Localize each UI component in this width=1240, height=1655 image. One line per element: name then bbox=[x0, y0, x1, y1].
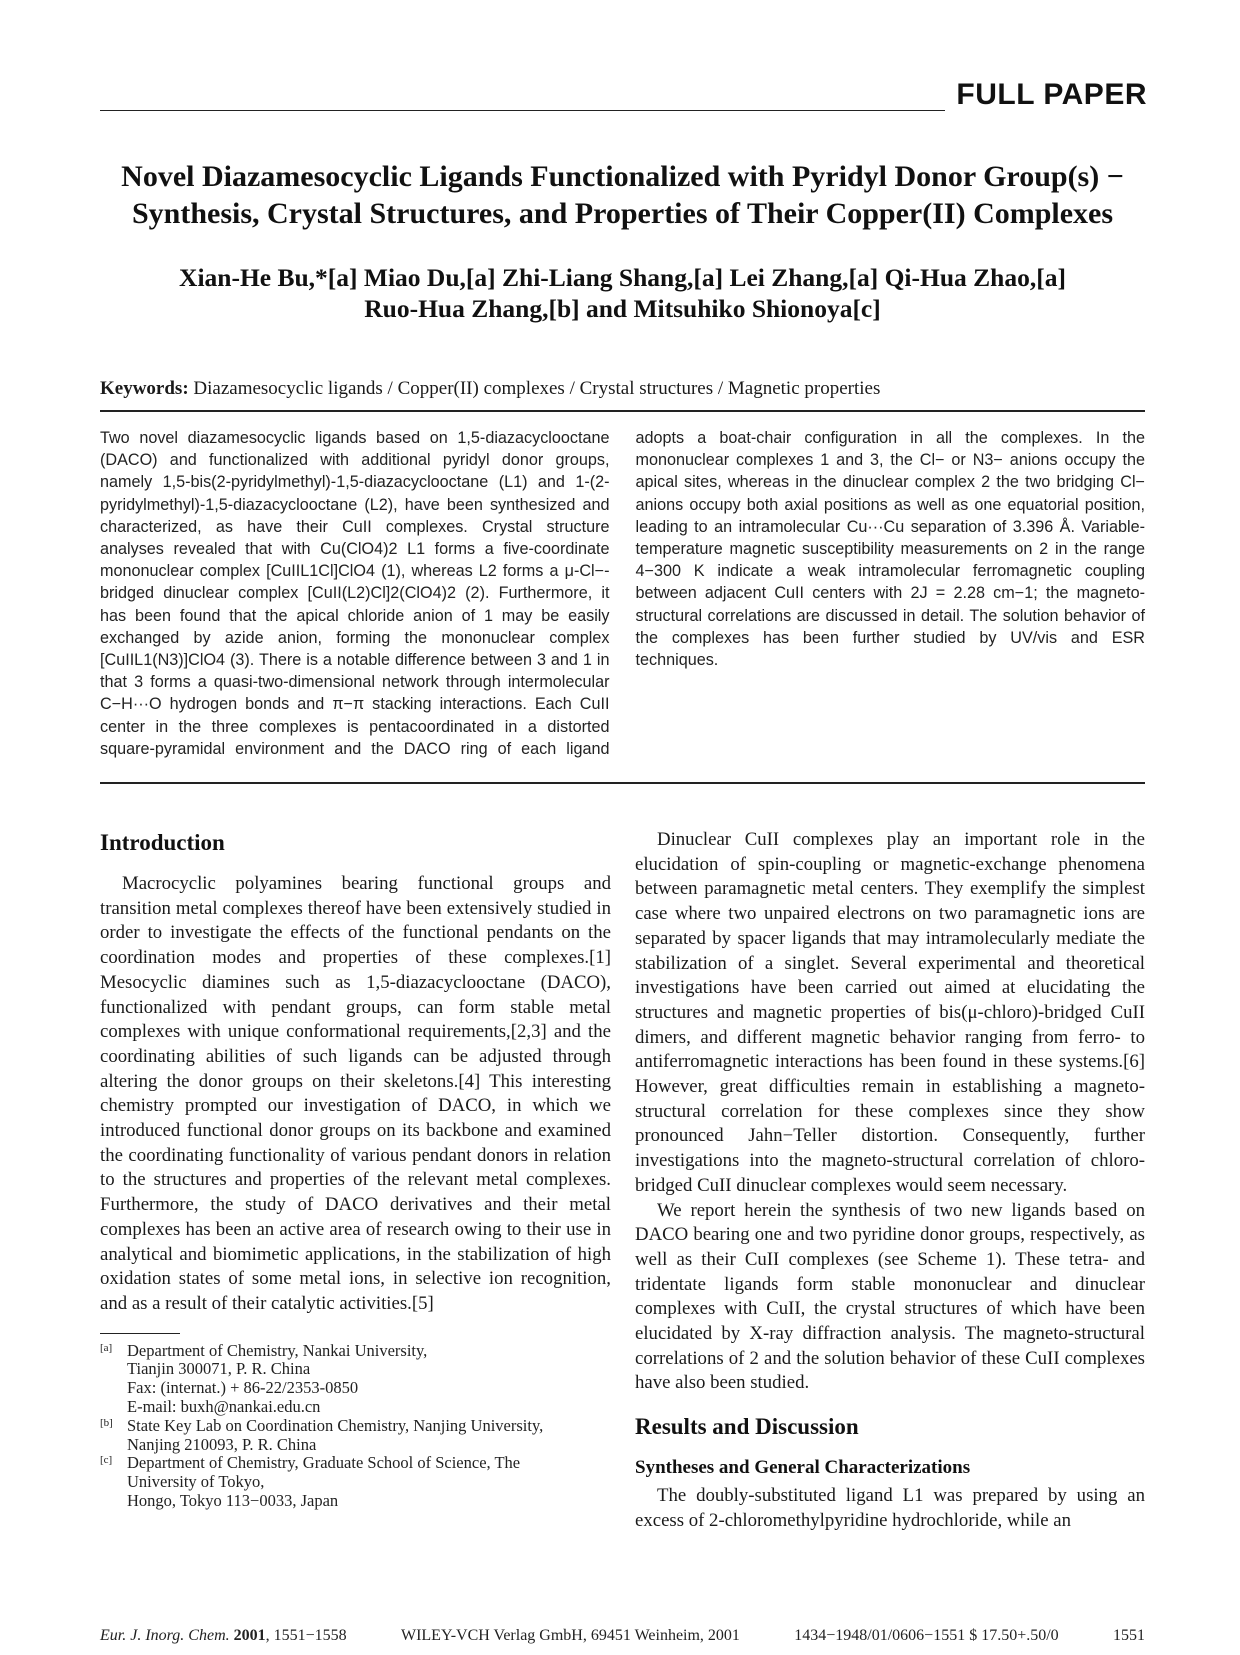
affiliations bbox=[100, 1342, 611, 1511]
introduction-paragraph-2: Dinuclear CuII complexes play an important role in the elucidation of spin-coupling or magnetic-exchange phenomena between paramagnetic metal centers. They exemplify the simplest case where two unpaired electrons on two paramagnetic ions are separated by spacer ligands that may intramolecularly mediate the stabilization of a singlet. Several experimental and theoretical investigations have been carried out aimed at elucidating the structures and magnetic properties of bis(μ-chloro)-bridged CuII dimers, and different magnetic behavior ranging from ferro- to antiferromagnetic interactions has been found in these systems.[6] However, great difficulties remain in establishing a magneto-structural correlation for these complexes since they show pronounced Jahn−Teller distortion. Consequently, further investigations into the magneto-structural correlation of chloro-bridged CuII dinuclear complexes would seem necessary. bbox=[635, 829, 1145, 1196]
issn: 1434−1948/01/0606−1551 $ 17.50+.50/0 bbox=[794, 1627, 1059, 1644]
results-paragraph-1: The doubly-substituted ligand L1 was prepared by using an excess of 2-chloromethylpyridine hydrochloride, while an bbox=[635, 1485, 1145, 1531]
title-line-2: Synthesis, Crystal Structures, and Properties of Their Copper(II) Complexes bbox=[131, 197, 1114, 230]
syntheses-subheading: Syntheses and General Characterizations bbox=[635, 1457, 971, 1479]
header-rule bbox=[100, 110, 945, 111]
introduction-paragraph-1: Macrocyclic polyamines bearing functional groups and transition metal complexes thereof have been extensively studied in order to investigate the effects of the functional pendants on the coordination modes and properties of these complexes.[1] Mesocyclic diamines such as 1,5-diazacyclooctane (DACO), functionalized with pendant groups, can form stable metal complexes with unique conformational requirements,[2,3] and the coordinating abilities of such ligands can be adjusted through altering the donor groups on their skeletons.[4] This interesting chemistry prompted our investigation of DACO, in which we introduced functional donor groups on its backbone and examined the coordinating functionality of various pendant donors in relation to the structures and properties of the relevant metal complexes. Furthermore, the study of DACO derivatives and their metal complexes has been an active area of research owing to their use in analytical and biomimetic applications, in the stabilization of high oxidation states of some metal ions, in selective ion recognition, and as a result of their catalytic activities.[5] bbox=[100, 873, 611, 1314]
section-label: FULL PAPER bbox=[956, 78, 1147, 111]
keywords-label: Keywords: bbox=[100, 378, 189, 399]
keywords bbox=[100, 377, 1145, 401]
page-number: 1551 bbox=[1112, 1627, 1145, 1644]
affiliation-a bbox=[100, 1342, 611, 1417]
journal-name: Eur. J. Inorg. Chem. bbox=[100, 1627, 230, 1644]
affiliation-marker: [b] bbox=[100, 1416, 113, 1429]
authors-line-2: Ruo-Hua Zhang,[b] and Mitsuhiko Shionoya[c] bbox=[364, 294, 881, 323]
affiliation-line: Hongo, Tokyo 113−0033, Japan bbox=[127, 1491, 339, 1511]
affiliation-line: Department of Chemistry, Graduate School of Science, The bbox=[127, 1453, 521, 1473]
abstract-top-rule bbox=[100, 410, 1145, 412]
affiliation-line: Tianjin 300071, P. R. China bbox=[127, 1359, 311, 1379]
email-text: E-mail: buxh@nankai.edu.cn bbox=[127, 1397, 321, 1417]
introduction-heading: Introduction bbox=[100, 830, 225, 855]
affiliation-marker: [a] bbox=[100, 1341, 113, 1354]
page-footer bbox=[100, 1626, 1145, 1646]
keywords-text: Diazamesocyclic ligands / Copper(II) complexes / Crystal structures / Magnetic properties bbox=[193, 378, 881, 399]
left-column bbox=[100, 828, 611, 1511]
abstract-bottom-rule bbox=[100, 782, 1145, 784]
journal-pages: , 1551−1558 bbox=[265, 1627, 347, 1644]
title-line-1: Novel Diazamesocyclic Ligands Functionalized with Pyridyl Donor Group(s) − bbox=[121, 160, 1124, 193]
journal-year: 2001 bbox=[233, 1627, 266, 1644]
footnote-rule bbox=[100, 1333, 180, 1334]
author-list bbox=[100, 262, 1145, 324]
affiliation-line: University of Tokyo, bbox=[127, 1472, 265, 1492]
affiliation-b bbox=[100, 1417, 611, 1455]
right-column bbox=[635, 828, 1145, 1534]
paper-title bbox=[100, 158, 1145, 232]
publisher: WILEY-VCH Verlag GmbH, 69451 Weinheim, 2001 bbox=[400, 1627, 740, 1644]
results-heading: Results and Discussion bbox=[635, 1414, 859, 1440]
affiliation-line: State Key Lab on Coordination Chemistry, Nanjing University, bbox=[127, 1415, 544, 1435]
introduction-paragraph-3: We report herein the synthesis of two new ligands based on DACO bearing one and two pyridine donor groups, respectively, as well as their CuII complexes (see Scheme 1). These tetra- and tridentate ligands form stable mononuclear and dinuclear complexes with CuII, the crystal structures of which have been elucidated by X-ray diffraction analysis. The magneto-structural correlations of 2 and the solution behavior of these CuII complexes have also been studied. bbox=[635, 1199, 1145, 1394]
affiliation-marker: [c] bbox=[100, 1454, 113, 1467]
affiliation-c bbox=[100, 1454, 611, 1510]
affiliation-line: Department of Chemistry, Nankai University, bbox=[127, 1340, 428, 1360]
abstract: Two novel diazamesocyclic ligands based on 1,5-diazacyclooctane (DACO) and functionalized with additional pyridyl donor groups, namely 1,5-bis(2-pyridylmethyl)-1,5-diazacyclooctane (L1) and 1-(2-pyridylmethyl)-1,5-diazacyclooctane (L2), have been synthesized and characterized, as have their CuII complexes. Crystal structure analyses revealed that with Cu(ClO4)2 L1 forms a five-coordinate mononuclear complex [CuIIL1Cl]ClO4 (1), whereas L2 forms a μ-Cl−-bridged dinuclear complex [CuII(L2)Cl]2(ClO4)2 (2). Furthermore, it has been found that the apical chloride anion of 1 may be easily exchanged by azide anion, forming the mononuclear complex [CuIIL1(N3)]ClO4 (3). There is a notable difference between 3 and 1 in that 3 forms a quasi-two-dimensional network through intermolecular C−H···O hydrogen bonds and π−π stacking interactions. Each CuII center in the three complexes is pentacoordinated in a distorted square-pyramidal environment and the DACO ring of each ligand adopts a boat-chair configuration in all the complexes. In the mononuclear complexes 1 and 3, the Cl− or N3− anions occupy the apical sites, whereas in the dinuclear complex 2 the two bridging Cl− anions occupy both axial positions as well as one equatorial position, leading to an intramolecular Cu···Cu separation of 3.396 Å. Variable-temperature magnetic susceptibility measurements on 2 in the range 4−300 K indicate a weak intramolecular ferromagnetic coupling between adjacent CuII centers with 2J = 2.28 cm−1; the magneto-structural correlations are discussed in detail. The solution behavior of the complexes has been further studied by UV/vis and ESR techniques. bbox=[100, 429, 1145, 758]
affiliation-line: Fax: (internat.) + 86-22/2353-0850 bbox=[127, 1378, 359, 1398]
affiliation-line: Nanjing 210093, P. R. China bbox=[127, 1434, 317, 1454]
authors-line-1: Xian-He Bu,*[a] Miao Du,[a] Zhi-Liang Shang,[a] Lei Zhang,[a] Qi-Hua Zhao,[a] bbox=[179, 263, 1066, 292]
journal-citation bbox=[100, 1626, 347, 1646]
